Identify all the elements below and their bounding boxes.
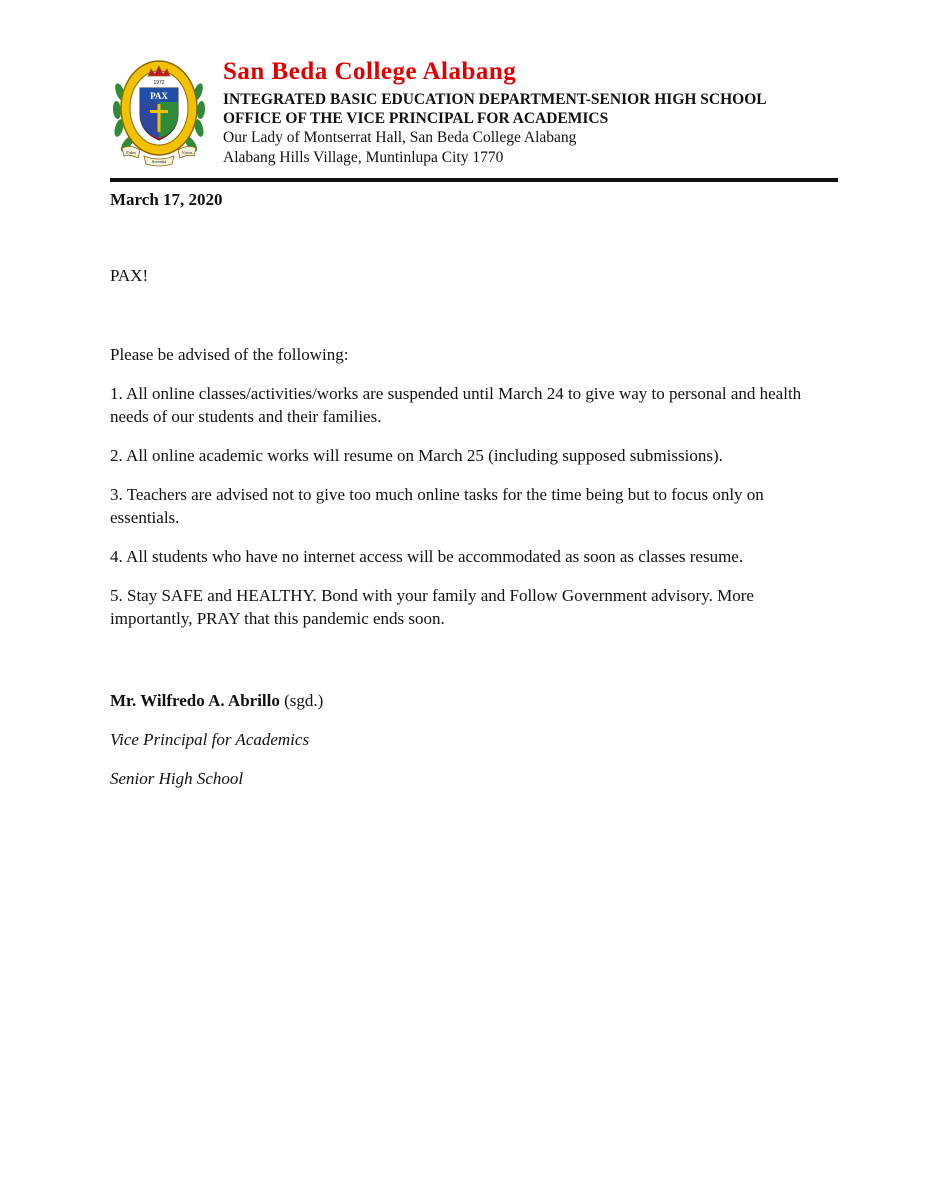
letter-body: [110, 188, 830, 788]
advisory-block: [110, 343, 830, 646]
seal-motto: PAX: [150, 91, 168, 101]
seal-year: 1972: [153, 80, 165, 86]
signer-title: Vice Principal for Academics: [110, 730, 310, 749]
header-divider: [110, 178, 838, 182]
seal-scroll-right: Virtus: [181, 150, 193, 155]
advisory-item: 2. All online academic works will resume on March 25 (including supposed submissions).: [110, 446, 723, 465]
advisory-item: 5. Stay SAFE and HEALTHY. Bond with your family and Follow Government advisory. More importantly, PRAY that this pandemic ends soon.: [110, 586, 754, 628]
signer-unit: Senior High School: [110, 769, 244, 788]
address-line-2: Alabang Hills Village, Muntinlupa City 1770: [223, 149, 504, 166]
advisory-item: 1. All online classes/activities/works are suspended until March 24 to give way to personal and health needs of our students and their families.: [110, 384, 802, 426]
letterhead: [110, 52, 840, 172]
seal-scroll-left: Fides: [126, 150, 136, 155]
office-line: OFFICE OF THE VICE PRINCIPAL FOR ACADEMICS: [223, 110, 609, 127]
advisory-item: 4. All students who have no internet access will be accommodated as soon as classes resume.: [110, 547, 744, 566]
signer-name: Mr. Wilfredo A. Abrillo: [110, 691, 280, 710]
advisory-item: 3. Teachers are advised not to give too much online tasks for the time being but to focus only on essentials.: [110, 485, 764, 527]
signed-note: (sgd.): [284, 691, 324, 710]
department-line: INTEGRATED BASIC EDUCATION DEPARTMENT-SENIOR HIGH SCHOOL: [223, 91, 767, 108]
seal-scroll-center: Scientia: [151, 159, 167, 164]
intro-line: Please be advised of the following:: [110, 345, 349, 364]
institution-name: San Beda College Alabang: [223, 58, 517, 85]
signer-line: [110, 689, 830, 712]
letterhead-text: [223, 58, 843, 168]
signature-block: [110, 689, 830, 806]
greeting: PAX!: [110, 266, 149, 285]
school-seal-logo: [110, 52, 208, 170]
letter-date: March 17, 2020: [110, 190, 223, 209]
address-line-1: Our Lady of Montserrat Hall, San Beda College Alabang: [223, 129, 577, 146]
